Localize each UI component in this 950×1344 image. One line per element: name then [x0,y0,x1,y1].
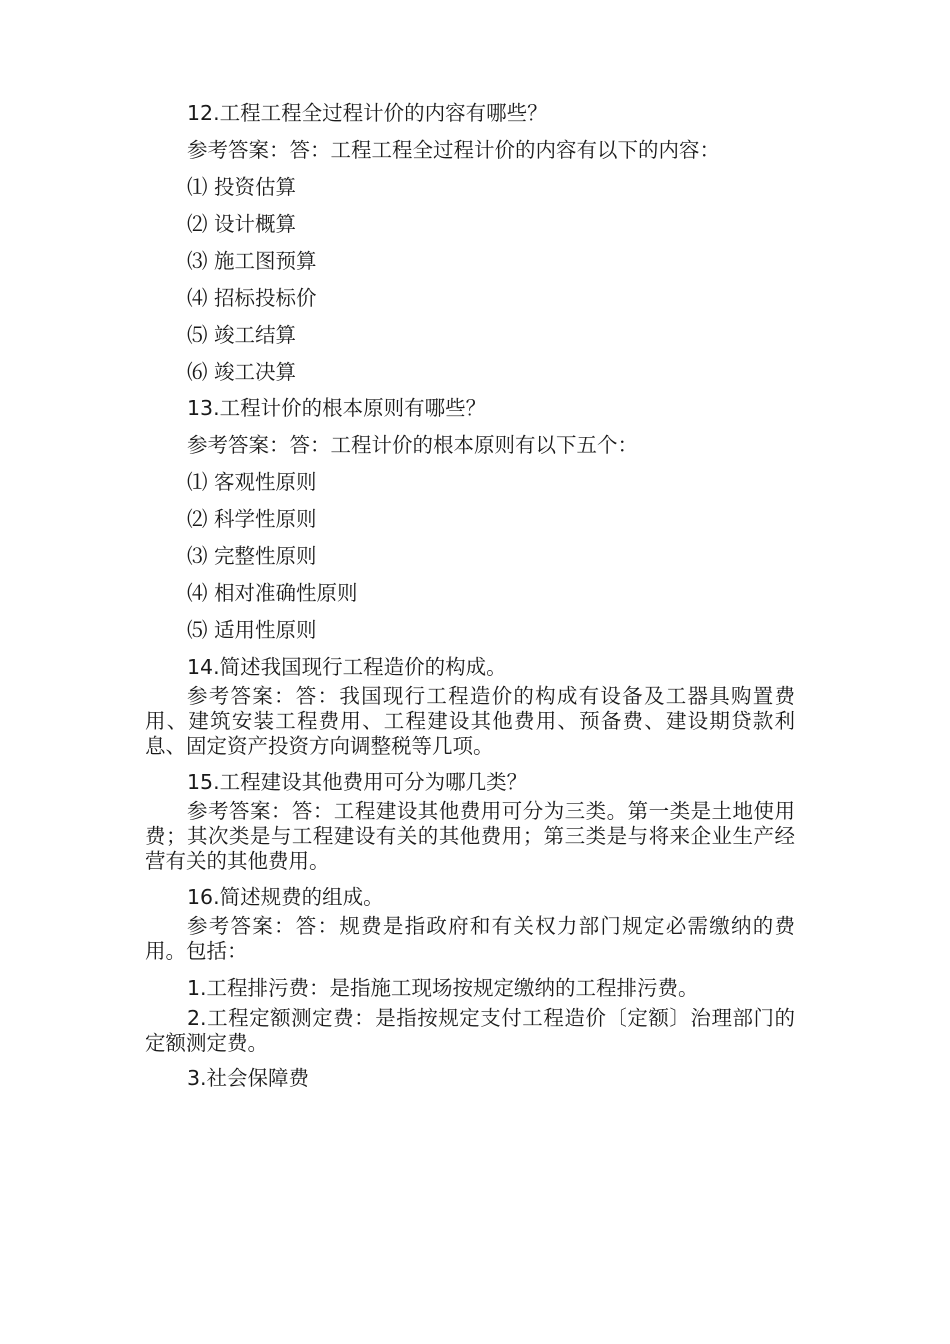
answer-13-item-1: ⑴ 客观性原则 [187,470,317,494]
answer-12-item-3: ⑶ 施工图预算 [187,249,317,273]
answer-13-item-4: ⑷ 相对准确性原则 [187,581,358,605]
answer-12-item-6: ⑹ 竣工决算 [187,360,297,384]
answer-16-intro: 参考答案：答：规费是指政府和有关权力部门规定必需缴纳的费用。包括： [145,914,795,963]
answer-16-item-3: 3.社会保障费 [187,1066,310,1090]
answer-13-item-3: ⑶ 完整性原则 [187,544,317,568]
answer-12-item-5: ⑸ 竣工结算 [187,323,297,347]
answer-12-item-2: ⑵ 设计概算 [187,212,297,236]
answer-12-intro: 参考答案：答：工程工程全过程计价的内容有以下的内容： [187,138,720,162]
question-14: 14.简述我国现行工程造价的构成。 [187,655,507,679]
answer-16-item-1: 1.工程排污费：是指施工现场按规定缴纳的工程排污费。 [187,976,699,1000]
question-16: 16.简述规费的组成。 [187,885,384,909]
answer-14: 参考答案：答：我国现行工程造价的构成有设备及工器具购置费用、建筑安装工程费用、工程建设其他费用、预备费、建设期贷款利息、固定资产投资方向调整税等几项。 [145,684,795,758]
answer-13-item-2: ⑵ 科学性原则 [187,507,317,531]
answer-15: 参考答案：答：工程建设其他费用可分为三类。第一类是土地使用费；其次类是与工程建设有关的其他费用；第三类是与将来企业生产经营有关的其他费用。 [145,799,795,873]
answer-16-item-2: 2.工程定额测定费：是指按规定支付工程造价〔定额〕治理部门的定额测定费。 [145,1006,795,1055]
answer-13-intro: 参考答案：答：工程计价的根本原则有以下五个： [187,433,638,457]
answer-12-item-1: ⑴ 投资估算 [187,175,297,199]
answer-12-item-4: ⑷ 招标投标价 [187,286,317,310]
answer-13-item-5: ⑸ 适用性原则 [187,618,317,642]
question-15: 15.工程建设其他费用可分为哪几类？ [187,770,528,794]
question-13: 13.工程计价的根本原则有哪些？ [187,396,487,420]
question-12: 12.工程工程全过程计价的内容有哪些？ [187,101,548,125]
